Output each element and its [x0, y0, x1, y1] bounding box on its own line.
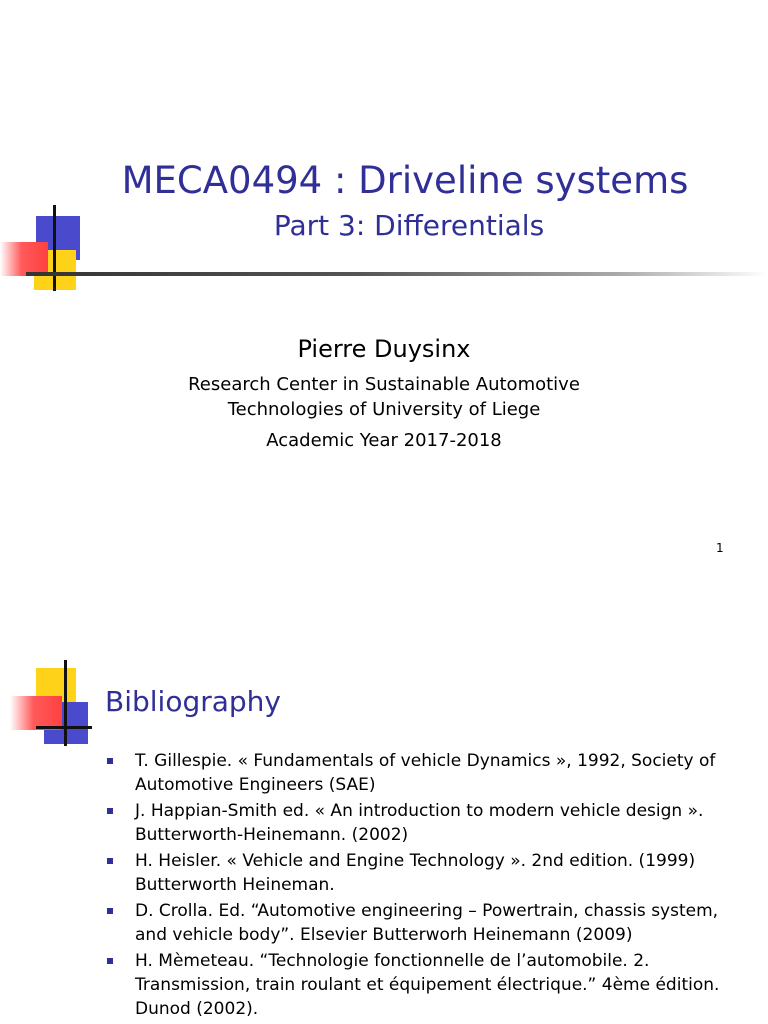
affiliation-line-1: Research Center in Sustainable Automotive — [188, 374, 580, 395]
reference-text: T. Gillespie. « Fundamentals of vehicle Dynamics », 1992, Society of Automotive Engineers (SAE) — [135, 751, 716, 795]
square-bullet-icon — [107, 858, 113, 864]
reference-text: H. Heisler. « Vehicle and Engine Technology ». 2nd edition. (1999) Butterworth Heineman. — [135, 851, 696, 895]
slide-title: MECA0494 : Driveline systems — [121, 159, 689, 202]
square-bullet-icon — [107, 758, 113, 764]
bibliography-list — [104, 749, 744, 1023]
bibliography-slide — [0, 640, 768, 1024]
square-bullet-icon — [107, 958, 113, 964]
list-item — [104, 849, 744, 897]
bibliography-title: Bibliography — [105, 685, 281, 718]
affiliation-line-2: Technologies of University of Liege — [227, 399, 541, 420]
square-bullet-icon — [107, 808, 113, 814]
academic-year: Academic Year 2017-2018 — [266, 430, 502, 451]
square-bullet-icon — [107, 908, 113, 914]
page-number: 1 — [716, 541, 724, 555]
title-underline — [26, 272, 768, 276]
logo-red-square — [0, 242, 48, 276]
reference-text: J. Happian-Smith ed. « An introduction to modern vehicle design ». Butterworth-Heinemann. (2002) — [135, 801, 704, 845]
list-item — [104, 899, 744, 947]
list-item — [104, 749, 744, 797]
logo-horizontal-line — [36, 726, 92, 729]
list-item — [104, 949, 744, 1021]
logo-vertical-line — [64, 660, 67, 746]
author-name: Pierre Duysinx — [297, 335, 471, 363]
reference-text: D. Crolla. Ed. “Automotive engineering – Powertrain, chassis system, and vehicle body”. Elsevier Butterworh Heinemann (2009) — [135, 901, 719, 945]
logo-red-square — [10, 696, 62, 730]
slide-subtitle: Part 3: Differentials — [273, 209, 545, 242]
list-item — [104, 799, 744, 847]
reference-text: H. Mèmeteau. “Technologie fonctionnelle de l’automobile. 2. Transmission, train roulant et équipement électrique.” 4ème édition. Dunod (2002). — [135, 951, 720, 1019]
